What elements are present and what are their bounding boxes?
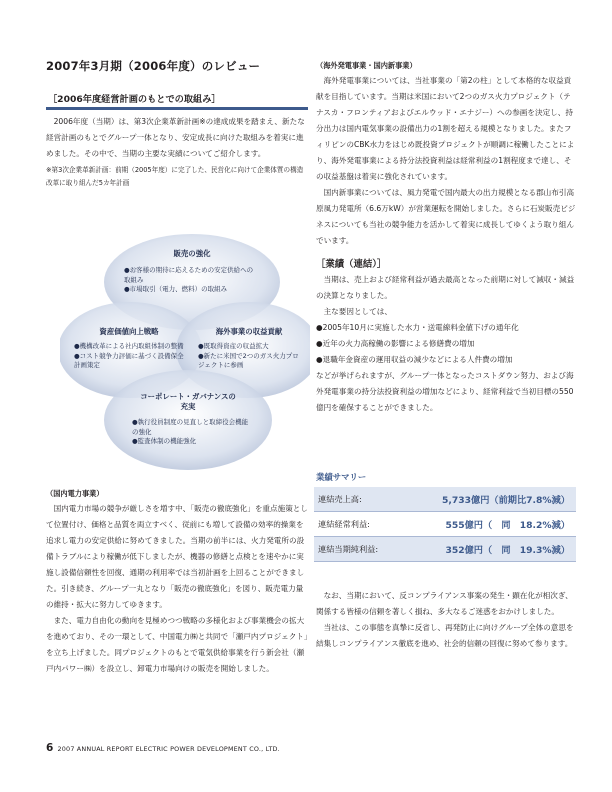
closing-paragraph-1: なお、当期において、反コンプライアンス事案の発生・顕在化が相次ぎ、関係する皆様の信頼を著しく損ね、多大なるご迷惑をおかけしました。: [316, 591, 573, 616]
asset-item-1: ●機構改革による社内取組体制の整備: [74, 342, 184, 350]
asset-item-2: ●コスト競争力評価に基づく設備保全計画策定: [74, 351, 184, 369]
overseas-item-2: ●新たに米国で2つのガス火力プロジェクトに参画: [198, 351, 299, 369]
overseas-item-1: ●既取得資産の収益拡大: [198, 342, 269, 350]
asset-title: 資産価値向上戦略: [99, 327, 159, 336]
plan-paragraph: 2006年度（当期）は、第3次企業革新計画※の達成成果を踏まえ、新たな経営計画のもとでグループ一体となり、安定成長に向けた取組みを着実に進めました。その中で、当期の主要な実績についてご紹介します。: [46, 117, 305, 158]
overseas-power-paragraph-1: 海外発電事業については、当社事業の「第2の柱」として本格的な収益貢献を目指しています。当期は米国において2つのガス火力プロジェクト（テナスカ・フロンティアおよびエルウッド・エナジー）への参画を決定し、持分出力は国内電気事業の設備出力の1割を超える規模となりました。またフィリピンのCBK水力をはじめ既投資プロジェクトが順調に稼働したことにより、海外発電事業による持分法投資利益は経常利益の1割程度まで達し、その収益基盤は着実に強化されています。: [316, 76, 575, 181]
summary-label: 連結経常利益:: [314, 512, 397, 537]
results-paragraph-1: 当期は、売上および経常利益が過去最高となった前期に対して減収・減益の決算となりました。: [316, 275, 575, 300]
results-paragraph-2: 主な要因としては、: [323, 307, 392, 316]
governance-title: コーポレート・ガバナンスの充実: [140, 392, 236, 411]
domestic-power-subhead: （国内電力事業）: [46, 489, 104, 498]
page-footer: [46, 742, 280, 754]
summary-row: [314, 512, 576, 537]
overseas-title: 海外事業の収益貢献: [215, 327, 283, 336]
section-heading-results: ［業績（連結）］: [316, 259, 387, 270]
summary-table: [314, 487, 576, 562]
sales-item-1: ●お客様の期待に応えるための安定供給への取組み: [124, 266, 254, 284]
left-column-bottom: [46, 486, 308, 677]
overseas-power-paragraph-2: 国内新事業については、風力発電で国内最大の出力規模となる郡山布引高原風力発電所（6.6万kW）が営業運転を開始しました。さらに石炭販売ビジネスについても当社の競争能力を活かして着実に成長してゆくよう取り組んでいます。: [316, 188, 576, 245]
summary-value: 5,733億円（前期比7.8%減）: [397, 487, 576, 512]
results-paragraph-3: などが挙げられますが、グループ一体となったコストダウン努力、および海外発電事業の持分法投資利益の増加などにより、経常利益で当初目標の550億円を確保することができました。: [316, 371, 574, 412]
summary-row: [314, 537, 576, 562]
results-bullet-3: ●退職年金資産の運用収益の減少などによる人件費の増加: [316, 355, 513, 364]
governance-items: [132, 418, 250, 447]
strategy-diagram: [60, 232, 310, 472]
asset-items: [74, 342, 184, 371]
right-column: [316, 58, 578, 416]
domestic-power-paragraph-2: また、電力自由化の動向を見極めつつ戦略の多様化および事業機会の拡大を進めており、その一環として、中国電力㈱と共同で「瀬戸内プロジェクト」を立ち上げました。同プロジェクトのもとで電気供給事業を行う新会社（瀬戸内パワー㈱）を設立し、卸電力市場向けの販売を開始しました。: [46, 616, 308, 673]
page-number: 6: [46, 742, 54, 754]
left-column-top: [46, 92, 308, 189]
overseas-power-subhead: （海外発電事業・国内新事業）: [316, 61, 417, 70]
governance-item-2: ●監査体制の機能強化: [132, 437, 197, 445]
summary-label: 連結当期純利益:: [314, 537, 397, 562]
summary-value: 555億円（ 同 18.2%減）: [397, 512, 576, 537]
page-title: 2007年3月期（2006年度）のレビュー: [46, 59, 261, 73]
results-bullet-1: ●2005年10月に実施した水力・送電線料金値下げの通年化: [316, 323, 519, 332]
summary-value: 352億円（ 同 19.3%減）: [397, 537, 576, 562]
plan-footnote: ※第3次企業革新計画：前期（2005年度）に完了した、民営化に向けて企業体質の構造改革に取り組んだ5カ年計画: [46, 166, 304, 187]
footer-text: 2007 ANNUAL REPORT ELECTRIC POWER DEVELOPMENT CO., LTD.: [57, 745, 280, 753]
summary-title: 業績サマリー: [316, 472, 367, 482]
sales-items: [124, 266, 254, 295]
closing-paragraph-2: 当社は、この事態を真摯に反省し、再発防止に向けグループ全体の意思を結集しコンプライアンス徹底を進め、社会的信頼の回復に努めて参ります。: [316, 623, 574, 648]
governance-item-1: ●執行役員制度の見直しと取締役会機能の強化: [132, 418, 249, 436]
summary-row: [314, 487, 576, 512]
overseas-items: [198, 342, 302, 371]
summary-label: 連結売上高:: [314, 487, 397, 512]
section-heading-plan: ［2006年度経営計画のもとでの取組み］: [46, 92, 308, 110]
results-bullet-2: ●近年の火力高稼働の影響による修繕費の増加: [316, 339, 475, 348]
domestic-power-paragraph-1: 国内電力市場の競争が厳しさを増す中、「販売の徹底強化」を重点施策として位置付け、価格と品質を両立すべく、従前にも増して設備の効率的操業を追求し電力の安定供給に努めてきました。当期の前半には、火力発電所の設備トラブルにより稼働が低下しましたが、機器の修繕と点検とを速やかに実施し設備信頼性を回復、通期の利用率では当初計画を上回ることができました。引き続き、グループ一丸となり「販売の徹底強化」を図り、販売電力量の維持・拡大に努力してゆきます。: [46, 504, 308, 609]
sales-title: 販売の強化: [173, 249, 211, 258]
sales-item-2: ●市場取引（電力、燃料）の取組み: [124, 285, 228, 293]
closing-section: [316, 588, 578, 652]
